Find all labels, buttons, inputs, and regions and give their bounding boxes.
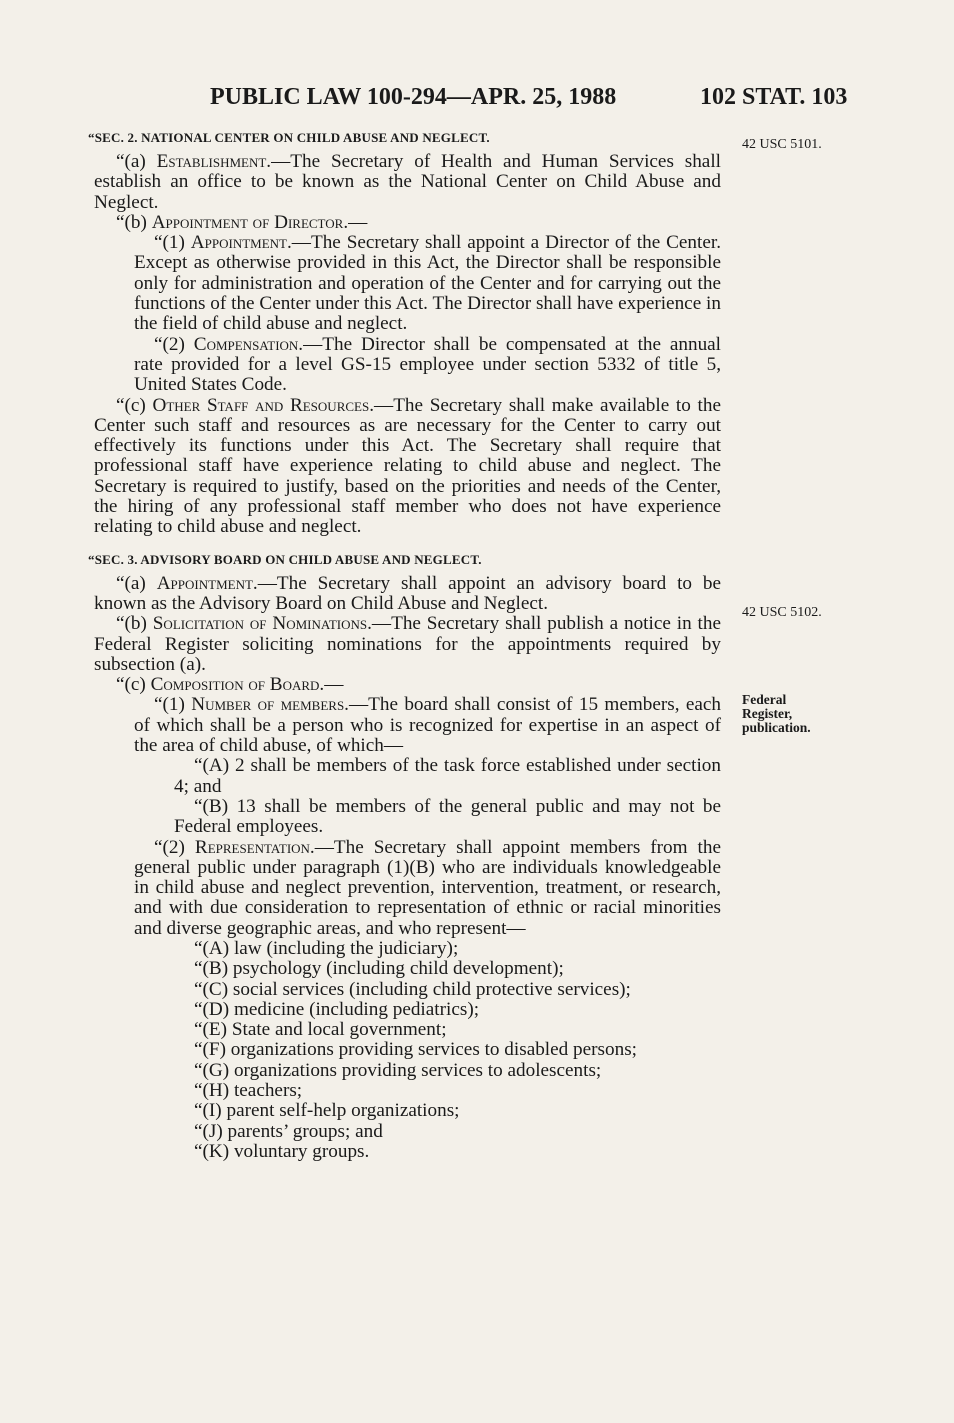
representation-list-item: “(H) teachers; bbox=[194, 1080, 303, 1102]
label: “(b) bbox=[116, 211, 152, 233]
label: “(a) bbox=[116, 151, 157, 172]
stat-page-number: 102 STAT. 103 bbox=[700, 84, 848, 110]
paragraph-heading: Compensation. bbox=[193, 333, 304, 355]
body-text: —The Secretary shall appoint members from the general public under paragraph (1)(B) who are individuals knowledgeable in child abuse and neglect prevention, intervention, treatment, or research, and with due consideration to representation of ethnic or racial minorities and diverse geographic areas, and who represent— bbox=[134, 836, 722, 939]
representation-list-item: “(D) medicine (including pediatrics); bbox=[194, 998, 480, 1020]
label: “(2) bbox=[154, 333, 194, 355]
subsection-heading: Other Staff and Resources. bbox=[152, 394, 374, 416]
representation-list-item: “(E) State and local government; bbox=[194, 1019, 447, 1041]
representation-list-item: “(F) organizations providing services to disabled persons; bbox=[194, 1039, 637, 1061]
sec3-subsection-b bbox=[94, 614, 721, 675]
section-3-heading: “SEC. 3. ADVISORY BOARD ON CHILD ABUSE AND NEGLECT. bbox=[88, 551, 482, 567]
body-text: — bbox=[324, 674, 344, 696]
section-gap bbox=[94, 538, 721, 550]
body-text: —The Secretary shall appoint an advisory board to be known as the Advisory Board on Child Abuse and Neglect. bbox=[94, 572, 721, 614]
sec3-subsection-a bbox=[94, 574, 721, 615]
representation-list-item: “(G) organizations providing services to adolescents; bbox=[194, 1059, 602, 1081]
subsection-heading: Appointment of Director. bbox=[151, 211, 349, 233]
label: “(1) bbox=[154, 694, 192, 716]
sec2-paragraph-b1 bbox=[134, 233, 721, 334]
margin-note-line: publication. bbox=[742, 720, 811, 735]
sec3-paragraph-c1 bbox=[134, 695, 721, 756]
representation-list-item: “(I) parent self-help organizations; bbox=[194, 1100, 460, 1122]
representation-list-item: “(J) parents’ groups; and bbox=[194, 1120, 383, 1142]
body-text: —The board shall consist of 15 members, each of which shall be a person who is recognized for expertise in an aspect of the area of child abuse, of which— bbox=[134, 694, 722, 757]
body-text: —The Secretary shall appoint a Director of the Center. Except as otherwise provided in this Act, the Director shall be responsible only for administration and operation of the Center and for carrying out the functions of the Center under this Act. The Director shall have experience in the field of child abuse and neglect. bbox=[134, 232, 722, 335]
margin-note-line: Federal bbox=[742, 692, 787, 707]
subsection-heading: Appointment. bbox=[156, 572, 258, 594]
margin-note-federal-register bbox=[742, 693, 811, 735]
label: “(b) bbox=[116, 613, 153, 635]
body-text: — bbox=[348, 211, 368, 233]
margin-note-line: Register, bbox=[742, 706, 793, 721]
section-2-heading: “SEC. 2. NATIONAL CENTER ON CHILD ABUSE AND NEGLECT. bbox=[88, 130, 490, 145]
body-text: —The Secretary shall publish a notice in the Federal Register soliciting nominations for the appointments required by subsection (a). bbox=[94, 613, 721, 675]
representation-list-item: “(A) law (including the judiciary); bbox=[194, 937, 459, 959]
margin-note-usc-5102: 42 USC 5102. bbox=[742, 605, 822, 620]
sec3-subsection-c bbox=[94, 675, 721, 695]
paragraph-heading: Appointment. bbox=[190, 232, 292, 254]
paragraph-heading: Number of members. bbox=[191, 694, 349, 716]
subsection-heading: Establishment. bbox=[156, 151, 272, 172]
representation-list-item: “(K) voluntary groups. bbox=[194, 1140, 370, 1162]
label: “(c) bbox=[116, 674, 151, 696]
label: “(1) bbox=[154, 232, 191, 254]
label: “(a) bbox=[116, 572, 157, 594]
sec2-subsection-a bbox=[94, 152, 721, 213]
label: “(2) bbox=[154, 836, 195, 858]
body-text: —The Secretary of Health and Human Services shall establish an office to be known as the National Center on Child Abuse and Neglect. bbox=[94, 151, 721, 213]
subsection-heading: Composition of Board. bbox=[150, 674, 325, 696]
running-header: PUBLIC LAW 100-294—APR. 25, 1988 bbox=[210, 84, 617, 110]
representation-list-item: “(C) social services (including child protective services); bbox=[194, 978, 631, 1000]
margin-note-usc-5101: 42 USC 5101. bbox=[742, 137, 822, 152]
subsection-heading: Solicitation of Nominations. bbox=[152, 613, 372, 635]
sec2-paragraph-b2 bbox=[134, 335, 721, 396]
sec3-paragraph-c2 bbox=[134, 838, 721, 939]
representation-list-item: “(B) psychology (including child development); bbox=[194, 958, 564, 980]
statute-body bbox=[88, 128, 722, 1162]
body-text: —The Secretary shall make available to the Center such staff and resources as are necessary for the Center to carry out effectively its functions under this Act. The Secretary shall require that professional staff have experience relating to child abuse and neglect. The Secretary is required to justify, based on the priorities and needs of the Center, the hiring of any professional staff member who does not have experience relating to child abuse and neglect. bbox=[94, 394, 721, 538]
sec2-subsection-b bbox=[94, 213, 721, 233]
sec3-subparagraph-c1a: “(A) 2 shall be members of the task force established under section 4; and bbox=[174, 755, 721, 797]
sec3-subparagraph-c1b: “(B) 13 shall be members of the general public and may not be Federal employees. bbox=[174, 795, 721, 838]
body-text: —The Director shall be compensated at the annual rate provided for a level GS-15 employee under section 5332 of title 5, United States Code. bbox=[134, 333, 722, 396]
paragraph-heading: Representation. bbox=[194, 836, 315, 858]
sec2-subsection-c bbox=[94, 396, 721, 538]
label: “(c) bbox=[116, 394, 153, 416]
